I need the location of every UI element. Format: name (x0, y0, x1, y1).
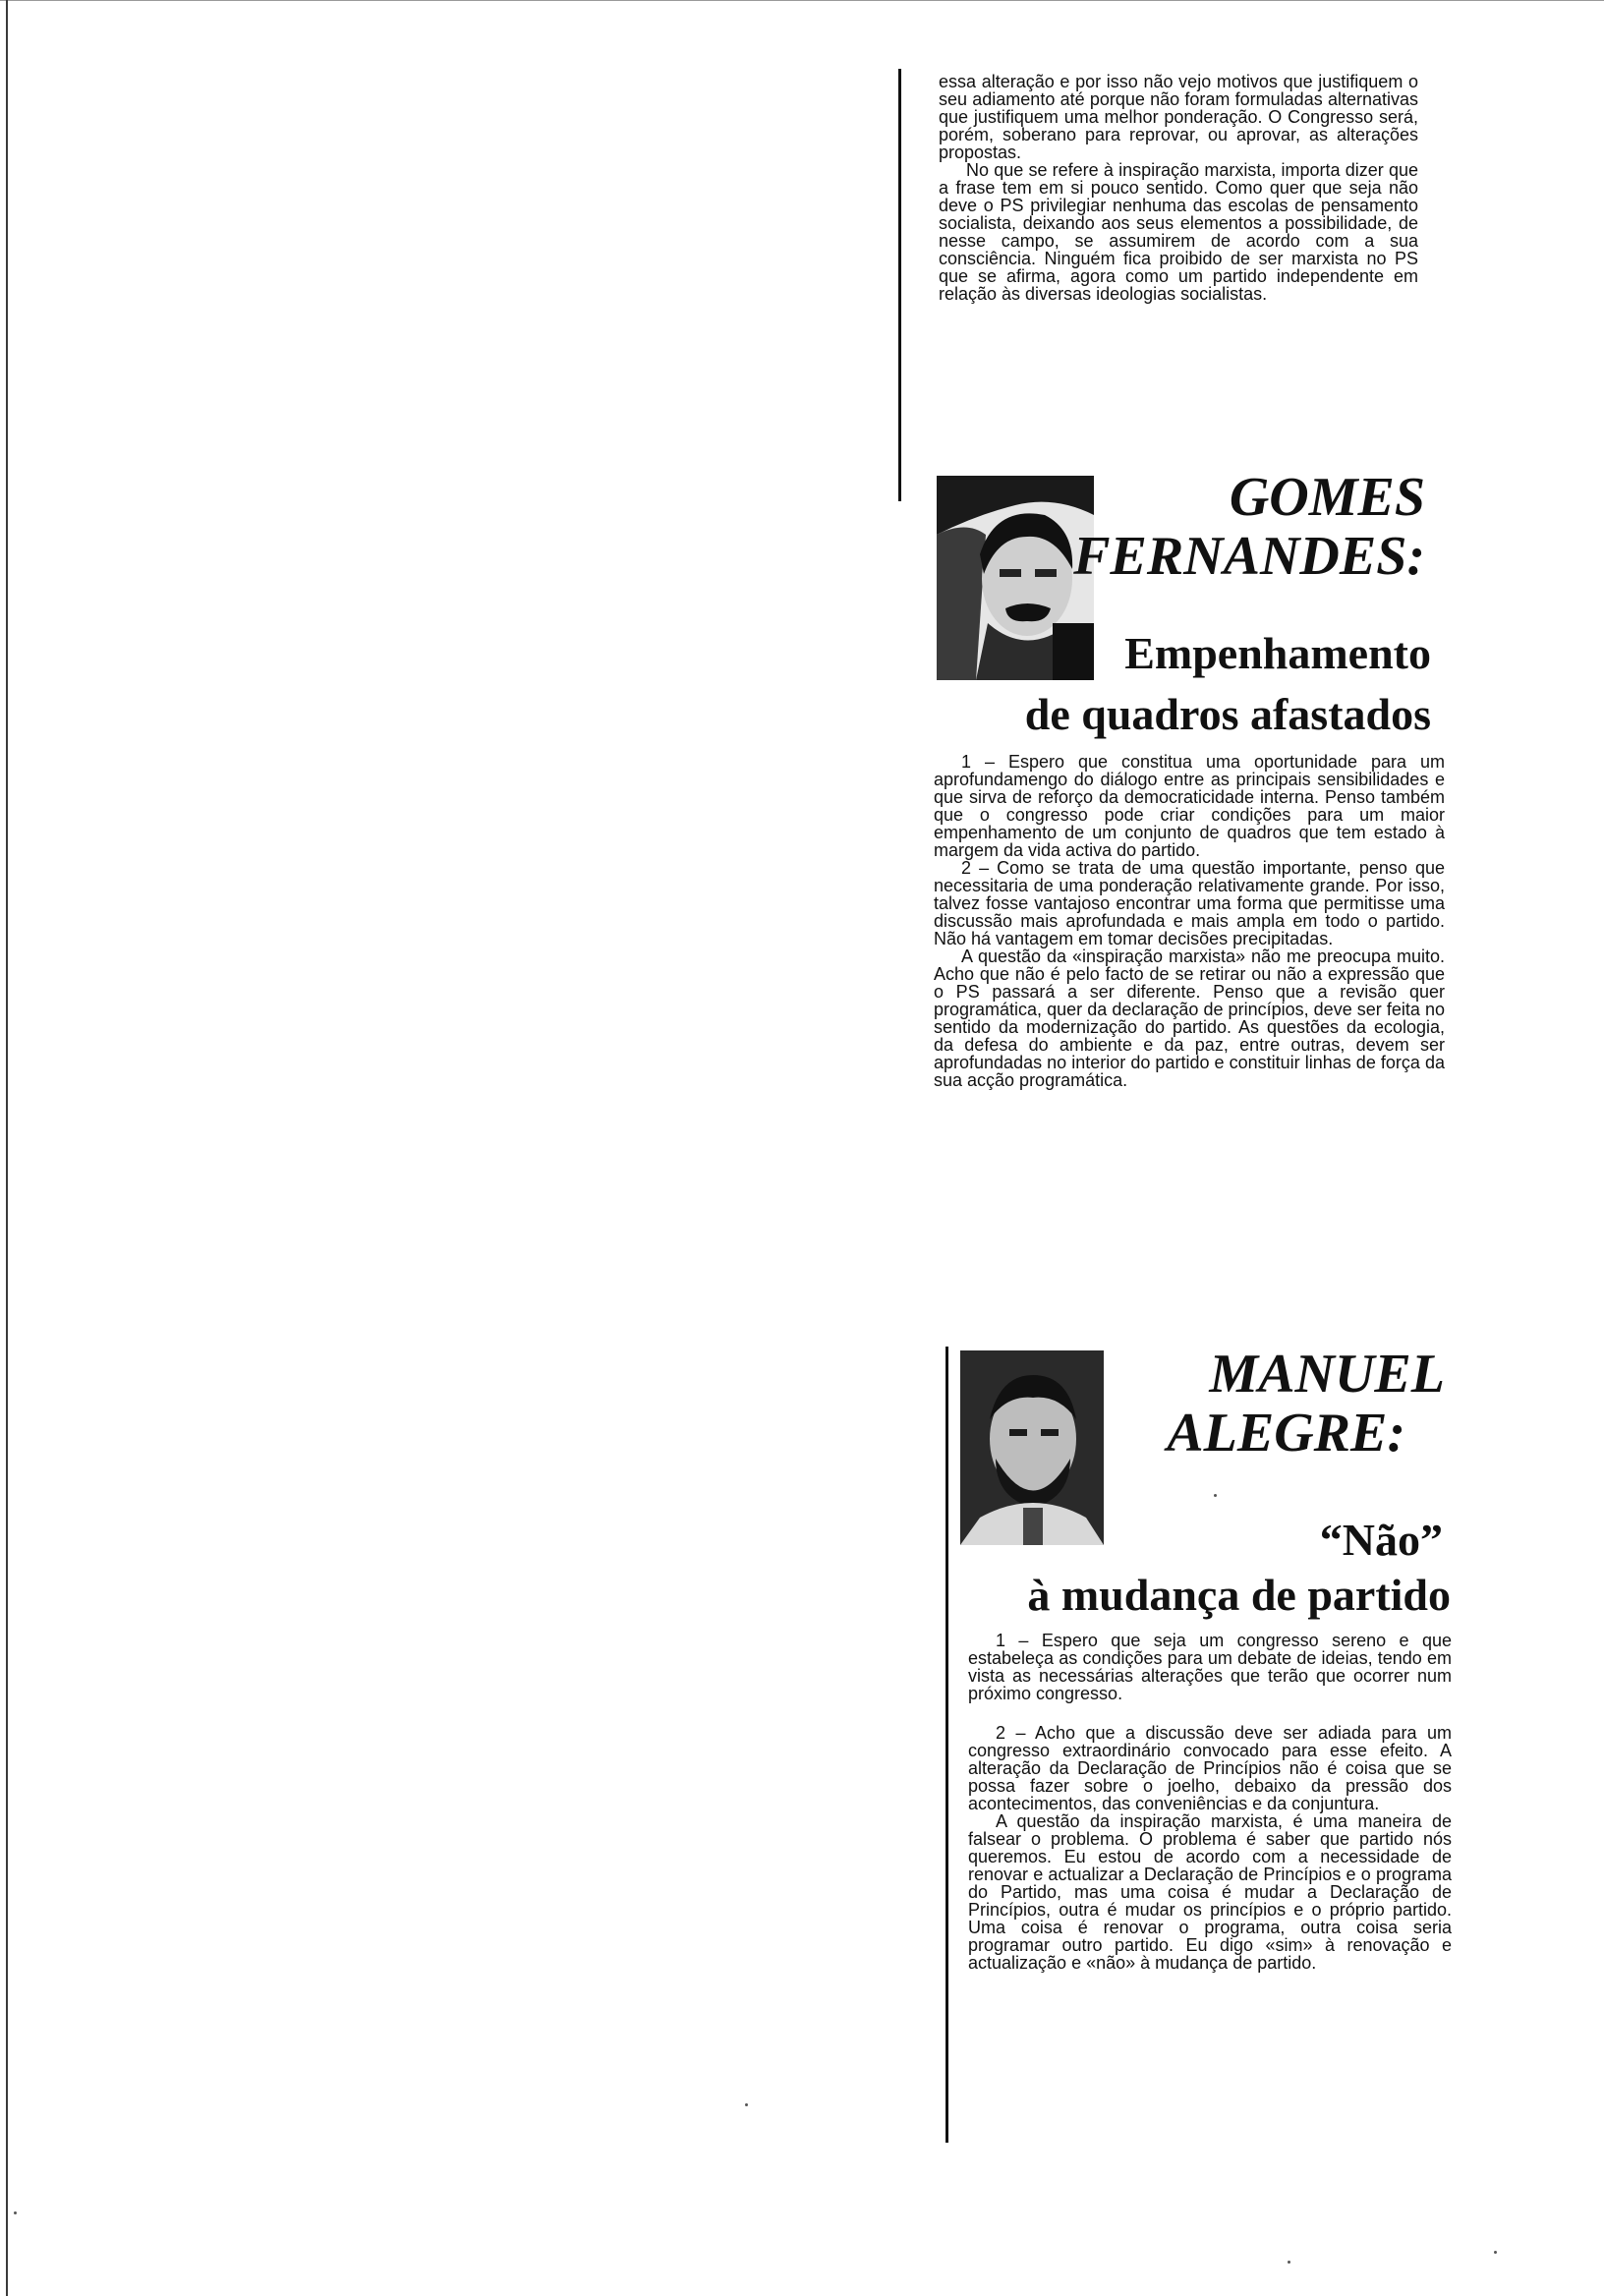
intro-article (939, 73, 1418, 303)
gomes-name-line1: GOMES (1229, 467, 1425, 528)
alegre-paragraph-1: 1 – Espero que seja um congresso sereno e que estabeleça as condições para um debate de ideias, tendo em vista as necessárias alterações que terão que ocorrer num próximo congresso. (968, 1631, 1452, 1703)
gomes-headline-line2: de quadros afastados (1024, 689, 1431, 739)
gomes-paragraph-1: 1 – Espero que constitua uma oportunidade para um aprofundamengo do diálogo entre as principais sensibilidades e que sirva de reforço da democraticidade interna. Penso também que o congresso pode criar condições para um maior empenhamento de um conjunto de quadros que tem estado à margem da vida activa do partido. (934, 752, 1445, 860)
page-left-edge (6, 0, 8, 2296)
page-top-edge (0, 0, 1604, 1)
column-rule-bottom (945, 1347, 948, 2143)
gomes-headline-line1: Empenhamento (1124, 628, 1431, 678)
gomes-paragraph-3: A questão da «inspiração marxista» não me preocupa muito. Acho que não é pelo facto de se retirar ou não a expressão que o PS passará a ser diferente. Penso que a revisão quer programática, quer da declaração de princípios, deve ser feita no sentido da modernização do partido. As questões da ecologia, da defesa do ambiente e da paz, entre outras, devem ser aprofundadas no interior do partido e constituir linhas de força da sua acção programática. (934, 947, 1445, 1090)
scan-speck (1494, 2251, 1497, 2254)
alegre-paragraph-2: 2 – Acho que a discussão deve ser adiada para um congresso extraordinário convocado para esse efeito. A alteração da Declaração de Princípios não é coisa que se possa fazer sobre o joelho, debaixo da pressão dos acontecimentos, das conveniências e da conjuntura. (968, 1723, 1452, 1813)
scan-speck (1214, 1494, 1217, 1497)
intro-paragraph-1: essa alteração e por isso não vejo motivos que justifiquem o seu adiamento até porque não foram formuladas alternativas que justifiquem uma melhor ponderação. O Congresso será, porém, soberano para reprovar, ou aprovar, as alterações propostas. (939, 72, 1418, 162)
scan-speck (14, 2211, 17, 2214)
scan-speck (745, 2103, 748, 2106)
scan-speck (1288, 2261, 1290, 2264)
manuel-alegre-portrait (960, 1350, 1104, 1545)
alegre-name-line2: ALEGRE: (1167, 1403, 1405, 1464)
alegre-name-line1: MANUEL (1209, 1344, 1445, 1405)
alegre-paragraph-3: A questão da inspiração marxista, é uma maneira de falsear o problema. O problema é saber que partido nós queremos. Eu estou de acordo com a necessidade de renovar e actualizar a Declaração de Princípios e o programa do Partido, mas uma coisa é mudar a Declaração de Princípios, outra é mudar os princípios e o próprio partido. Uma coisa é renovar o programa, outra coisa seria programar outro partido. Eu digo «sim» à renovação e actualização e «não» à mudança de partido. (968, 1811, 1452, 1973)
manuel-alegre-photo-image (960, 1350, 1104, 1545)
gomes-paragraph-2: 2 – Como se trata de uma questão importante, penso que necessitaria de uma ponderação relativamente grande. Por isso, talvez fosse vantajoso encontrar uma forma que permitisse uma discussão mais aprofundada e mais ampla em todo o partido. Não há vantagem em tomar decisões precipitadas. (934, 858, 1445, 948)
alegre-headline-line2: à mudança de partido (1027, 1570, 1451, 1620)
intro-paragraph-2: No que se refere à inspiração marxista, importa dizer que a frase tem em si pouco sentido. Como quer que seja não deve o PS privilegiar nenhuma das escolas de pensamento socialista, deixando aos seus elementos a possibilidade, de nesse campo, se assumirem de acordo com a sua consciência. Ninguém fica proibido de ser marxista no PS que se afirma, agora como um partido independente em relação às diversas ideologias socialistas. (939, 160, 1418, 304)
alegre-article (968, 1632, 1452, 1972)
column-rule-top (898, 69, 901, 501)
alegre-headline-line1: “Não” (1319, 1515, 1443, 1565)
gomes-name-line2: FERNANDES: (1073, 526, 1425, 587)
gomes-article (934, 753, 1445, 1089)
